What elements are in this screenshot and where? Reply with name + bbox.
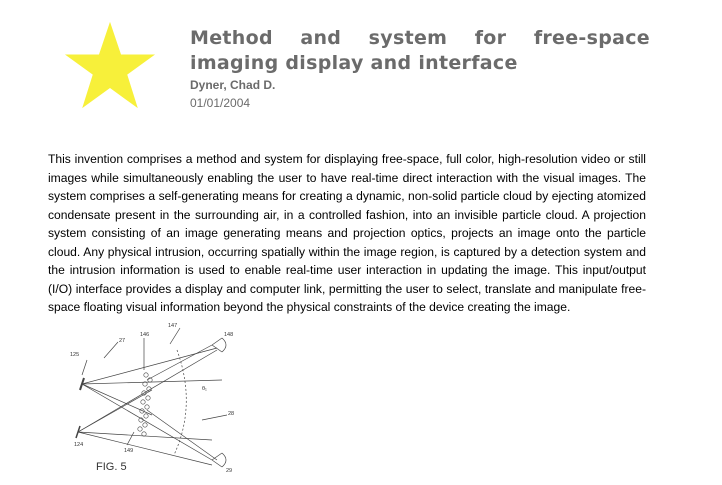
fig-label-theta: θ₁ [202,386,207,392]
fig-label-146: 146 [140,332,150,338]
document-abstract: This invention comprises a method and system for displaying free-space, full color, high-resolution video or still images while simultaneously enabling the user to have real-time direct interaction with the visual images. The system comprises a self-generating means for creating a dynamic, non-solid particle cloud by ejecting atomized condensate present in the surrounding air, in a controlled fashion, into an invisible particle cloud. A projection system consisting of an image generating means and projection optics, projects an image onto the particle cloud. Any physical intrusion, occurring spatially within the image region, is captured by a detection system and the intrusion information is used to enable real-time user interaction in updating the image. This input/output (I/O) interface provides a display and computer link, permitting the user to select, translate and manipulate free-space floating visual information beyond the physical constraints of the device creating the image. [48,152,646,314]
fig-label-27: 27 [119,338,126,344]
document-author: Dyner, Chad D. [190,78,276,92]
document-date: 01/01/2004 [190,96,251,110]
star-icon [62,20,158,112]
patent-figure [62,320,252,480]
document-header [190,26,650,110]
fig-label-147: 147 [168,323,178,329]
fig-label-125: 125 [70,352,80,358]
fig-label-29: 29 [226,468,233,474]
fig-label-28: 28 [228,411,235,417]
fig-label-148: 148 [224,332,234,338]
document-title: Method and system for free-space imaging display and interface [190,27,650,74]
star-shape [65,22,155,108]
fig-label-149: 149 [124,448,134,454]
fig-label-124: 124 [74,442,84,448]
figure-caption: FIG. 5 [96,461,127,473]
